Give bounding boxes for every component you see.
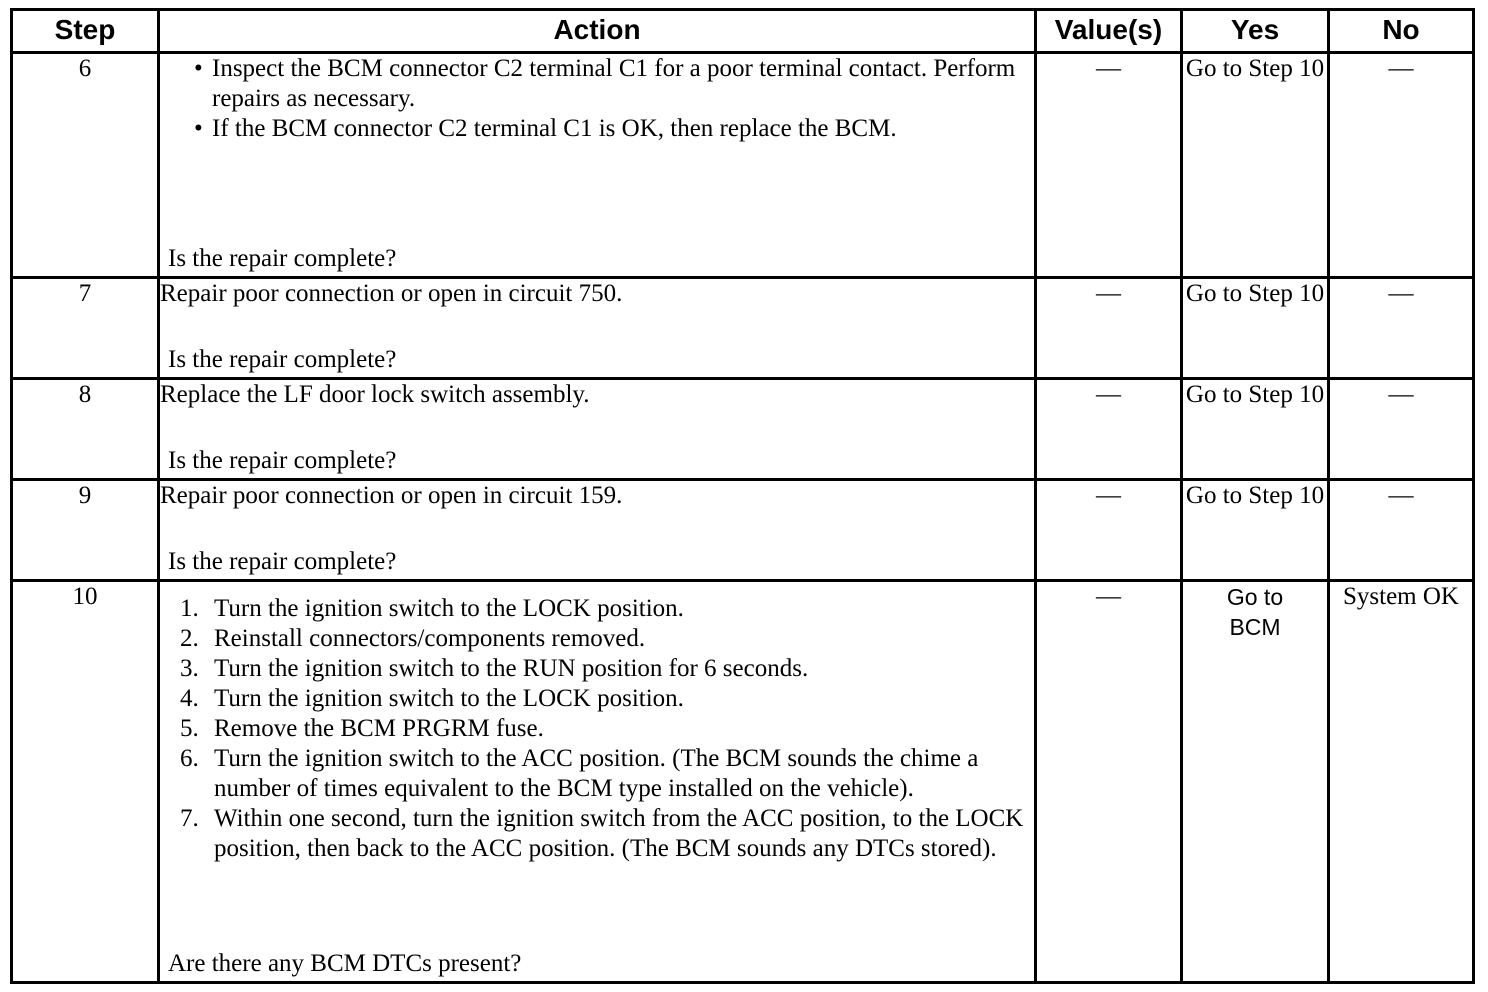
action-step-number: 7. bbox=[180, 805, 199, 832]
no-cell: — bbox=[1329, 379, 1474, 480]
step-number: 10 bbox=[12, 581, 159, 983]
action-step-number: 6. bbox=[180, 745, 199, 772]
action-step bbox=[180, 594, 1034, 624]
action-text: Repair poor connection or open in circuit 750. bbox=[160, 280, 623, 307]
step-number: 7 bbox=[12, 278, 159, 379]
table-row-step-9 bbox=[12, 480, 1474, 581]
action-cell bbox=[159, 53, 1036, 278]
action-step bbox=[180, 744, 1034, 804]
yes-cell: Go to Step 10 bbox=[1182, 480, 1329, 581]
yes-cell: Go to Step 10 bbox=[1182, 379, 1329, 480]
action-step-number: 2. bbox=[180, 625, 199, 652]
step-number: 9 bbox=[12, 480, 159, 581]
action-step bbox=[180, 804, 1034, 864]
action-step-number: 4. bbox=[180, 685, 199, 712]
action-question: Is the repair complete? bbox=[168, 346, 397, 373]
action-step-text: Turn the ignition switch to the LOCK position. bbox=[214, 595, 684, 622]
yes-line: BCM bbox=[1229, 614, 1281, 640]
action-step-text: Turn the ignition switch to the RUN position for 6 seconds. bbox=[214, 655, 809, 682]
table-row-step-8 bbox=[12, 379, 1474, 480]
action-cell bbox=[159, 480, 1036, 581]
action-question: Are there any BCM DTCs present? bbox=[168, 950, 522, 977]
action-step bbox=[180, 654, 1034, 684]
table-row-step-6 bbox=[12, 53, 1474, 278]
step-number: 8 bbox=[12, 379, 159, 480]
step-number: 6 bbox=[12, 53, 159, 278]
header-yes: Yes bbox=[1182, 10, 1329, 53]
action-step-text: Turn the ignition switch to the LOCK position. bbox=[214, 685, 684, 712]
value-cell: — bbox=[1036, 581, 1182, 983]
action-step-number: 5. bbox=[180, 715, 199, 742]
action-bullet: • Inspect the BCM connector C2 terminal C1 for a poor terminal contact. Perform repairs as necessary. bbox=[190, 54, 1034, 114]
action-text: Replace the LF door lock switch assembly. bbox=[160, 381, 590, 408]
no-cell: — bbox=[1329, 278, 1474, 379]
no-cell: — bbox=[1329, 480, 1474, 581]
action-step-text: Turn the ignition switch to the ACC position. (The BCM sounds the chime a number of times equivalent to the BCM type installed on the vehicle). bbox=[214, 745, 979, 802]
action-numbered-list bbox=[160, 594, 1034, 864]
action-cell bbox=[159, 581, 1036, 983]
value-cell: — bbox=[1036, 278, 1182, 379]
action-step-text: Reinstall connectors/components removed. bbox=[214, 625, 646, 652]
action-question: Is the repair complete? bbox=[168, 447, 397, 474]
yes-line: Go to bbox=[1226, 584, 1284, 610]
yes-cell: Go to Step 10 bbox=[1182, 278, 1329, 379]
value-cell: — bbox=[1036, 379, 1182, 480]
action-step-text: Remove the BCM PRGRM fuse. bbox=[214, 715, 544, 742]
action-text: Repair poor connection or open in circuit 159. bbox=[160, 482, 623, 509]
header-values: Value(s) bbox=[1036, 10, 1182, 53]
action-step bbox=[180, 714, 1034, 744]
yes-cell: Go to Step 10 bbox=[1182, 53, 1329, 278]
action-cell bbox=[159, 379, 1036, 480]
header-step: Step bbox=[12, 10, 159, 53]
header-action: Action bbox=[159, 10, 1036, 53]
table-row-step-10 bbox=[12, 581, 1474, 983]
value-cell: — bbox=[1036, 53, 1182, 278]
action-step-text: Within one second, turn the ignition switch from the ACC position, to the LOCK position, then back to the ACC position. (The BCM sounds any DTCs stored). bbox=[214, 805, 1024, 862]
action-bullet: • If the BCM connector C2 terminal C1 is OK, then replace the BCM. bbox=[190, 114, 1034, 144]
action-question: Is the repair complete? bbox=[168, 245, 397, 272]
table-row-step-7 bbox=[12, 278, 1474, 379]
action-step-number: 1. bbox=[180, 595, 199, 622]
action-cell bbox=[159, 278, 1036, 379]
yes-cell bbox=[1182, 581, 1329, 983]
action-question: Is the repair complete? bbox=[168, 548, 397, 575]
header-row bbox=[12, 10, 1474, 53]
value-cell: — bbox=[1036, 480, 1182, 581]
action-step bbox=[180, 624, 1034, 654]
action-step-number: 3. bbox=[180, 655, 199, 682]
diagnostic-table bbox=[10, 8, 1475, 984]
action-step bbox=[180, 684, 1034, 714]
header-no: No bbox=[1329, 10, 1474, 53]
action-bullet-list bbox=[160, 54, 1034, 144]
no-cell: — bbox=[1329, 53, 1474, 278]
no-cell: System OK bbox=[1329, 581, 1474, 983]
